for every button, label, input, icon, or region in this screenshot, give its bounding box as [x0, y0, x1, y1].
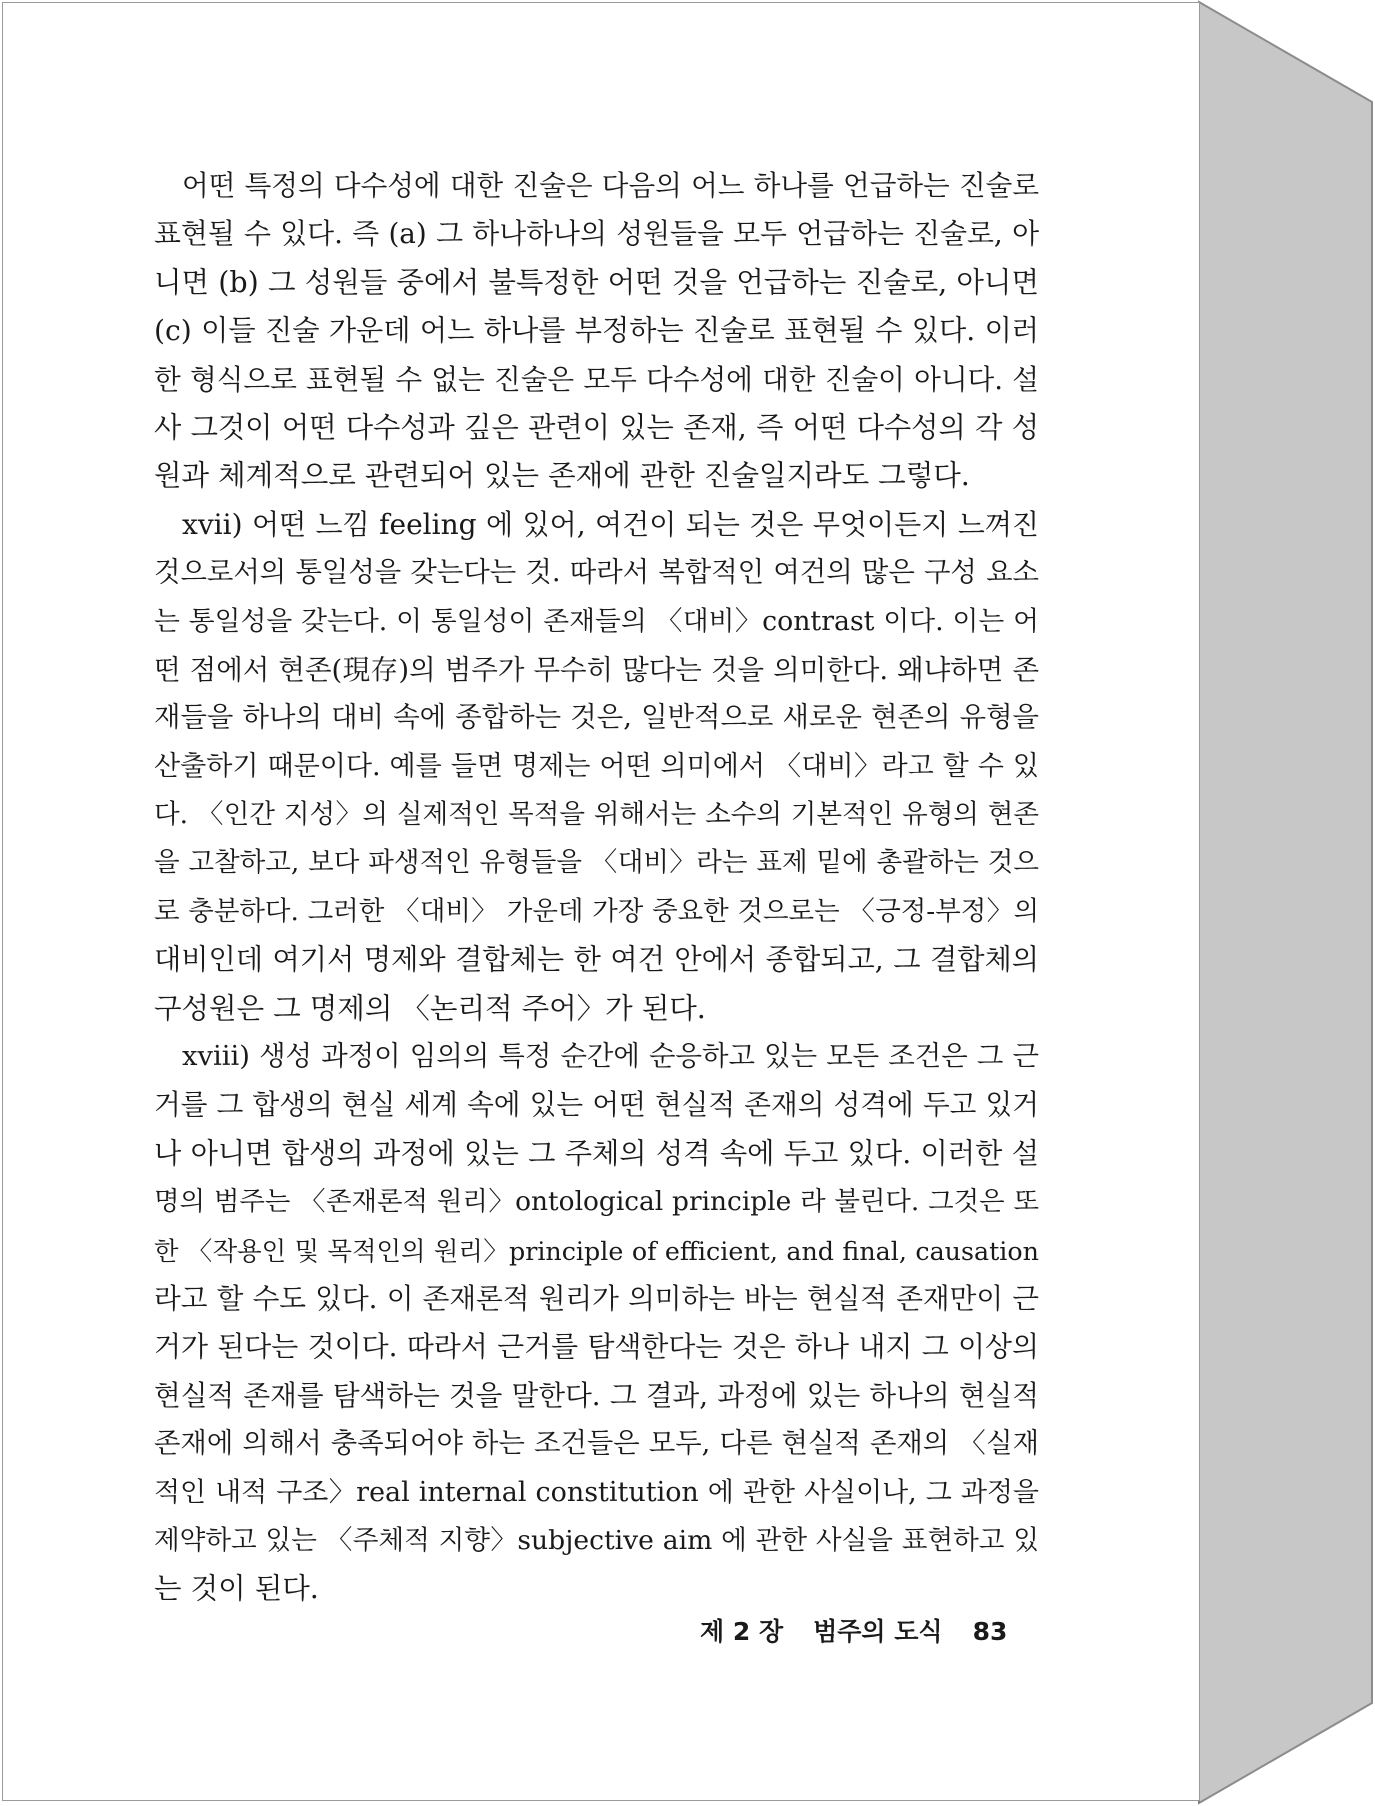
- text-line: 거를 그 합생의 현실 세계 속에 있는 어떤 현실적 존재의 성격에 두고 있거: [154, 1088, 1039, 1122]
- text-line: 니면 (b) 그 성원들 중에서 불특정한 어떤 것을 언급하는 진술로, 아니면: [154, 265, 1039, 299]
- text-line: 어떤 특정의 다수성에 대한 진술은 다음의 어느 하나를 언급하는 진술로: [182, 169, 1039, 202]
- text-line: 는 통일성을 갖는다. 이 통일성이 존재들의 〈대비〉contrast 이다. 이는 어: [154, 605, 1039, 637]
- text-line: 적인 내적 구조〉real internal constitution 에 관한 사실이나, 그 과정을: [154, 1476, 1039, 1508]
- running-footer: [700, 1612, 1008, 1652]
- text-line: xvii) 어떤 느낌 feeling 에 있어, 여건이 되는 것은 무엇이든지 느껴진: [182, 507, 1039, 541]
- text-line: 제약하고 있는 〈주체적 지향〉subjective aim 에 관한 사실을 표현하고 있: [154, 1524, 1039, 1556]
- paragraph-3: [154, 1033, 1039, 1614]
- text-line: 거가 된다는 것이다. 따라서 근거를 탐색한다는 것은 하나 내지 그 이상의: [154, 1330, 1039, 1364]
- text-line: 한 〈작용인 및 목적인의 원리〉principle of efficient, and final, causation: [154, 1235, 1039, 1266]
- paragraph-2: [154, 501, 1039, 1033]
- text-line: 원과 체계적으로 관련되어 있는 존재에 관한 진술일지라도 그렇다.: [154, 459, 970, 493]
- text-line: 나 아니면 합생의 과정에 있는 그 주체의 성격 속에 두고 있다. 이러한 설: [154, 1136, 1039, 1170]
- text-line: 로 충분하다. 그러한 〈대비〉 가운데 가장 중요한 것으로는 〈긍정-부정〉의: [154, 895, 1039, 927]
- text-line: 한 형식으로 표현될 수 없는 진술은 모두 다수성에 대한 진술이 아니다. 설: [154, 362, 1039, 396]
- text-line: 존재에 의해서 충족되어야 하는 조건들은 모두, 다른 현실적 존재의 〈실재: [154, 1428, 1039, 1460]
- chapter-title: 범주의 도식: [813, 1617, 943, 1646]
- paragraph-1: [154, 162, 1039, 501]
- body-text: [154, 162, 1039, 1614]
- text-line: 표현될 수 있다. 즉 (a) 그 하나하나의 성원들을 모두 언급하는 진술로, 아: [154, 217, 1039, 251]
- text-line: 명의 범주는 〈존재론적 원리〉ontological principle 라 불린다. 그것은 또: [154, 1186, 1039, 1218]
- text-line: 구성원은 그 명제의 〈논리적 주어〉가 된다.: [154, 991, 706, 1025]
- text-line: 라고 할 수도 있다. 이 존재론적 원리가 의미하는 바는 현실적 존재만이 근: [154, 1281, 1039, 1315]
- text-line: xviii) 생성 과정이 임의의 특정 순간에 순응하고 있는 모든 조건은 그 근: [182, 1041, 1039, 1073]
- text-line: 현실적 존재를 탐색하는 것을 말한다. 그 결과, 과정에 있는 하나의 현실적: [154, 1378, 1039, 1412]
- page-number: 83: [972, 1617, 1008, 1646]
- chapter-label: 제 2 장: [700, 1617, 784, 1646]
- text-line: 을 고찰하고, 보다 파생적인 유형들을 〈대비〉라는 표제 밑에 총괄하는 것으: [154, 847, 1039, 879]
- text-line: 사 그것이 어떤 다수성과 깊은 관련이 있는 존재, 즉 어떤 다수성의 각 성: [154, 410, 1039, 444]
- text-line: 는 것이 된다.: [154, 1572, 319, 1606]
- page-side-shadow: [1199, 2, 1372, 1803]
- text-line: 다. 〈인간 지성〉의 실제적인 목적을 위해서는 소수의 기본적인 유형의 현존: [154, 799, 1039, 831]
- text-line: (c) 이들 진술 가운데 어느 하나를 부정하는 진술로 표현될 수 있다. 이러: [154, 314, 1039, 348]
- text-line: 것으로서의 통일성을 갖는다는 것. 따라서 복합적인 여건의 많은 구성 요소: [154, 557, 1039, 589]
- text-line: 산출하기 때문이다. 예를 들면 명제는 어떤 의미에서 〈대비〉라고 할 수 있: [154, 750, 1039, 782]
- text-line: 떤 점에서 현존(現存)의 범주가 무수히 많다는 것을 의미한다. 왜냐하면 존: [154, 653, 1039, 686]
- text-line: 대비인데 여기서 명제와 결합체는 한 여건 안에서 종합되고, 그 결합체의: [154, 943, 1039, 977]
- text-line: 재들을 하나의 대비 속에 종합하는 것은, 일반적으로 새로운 현존의 유형을: [154, 702, 1039, 734]
